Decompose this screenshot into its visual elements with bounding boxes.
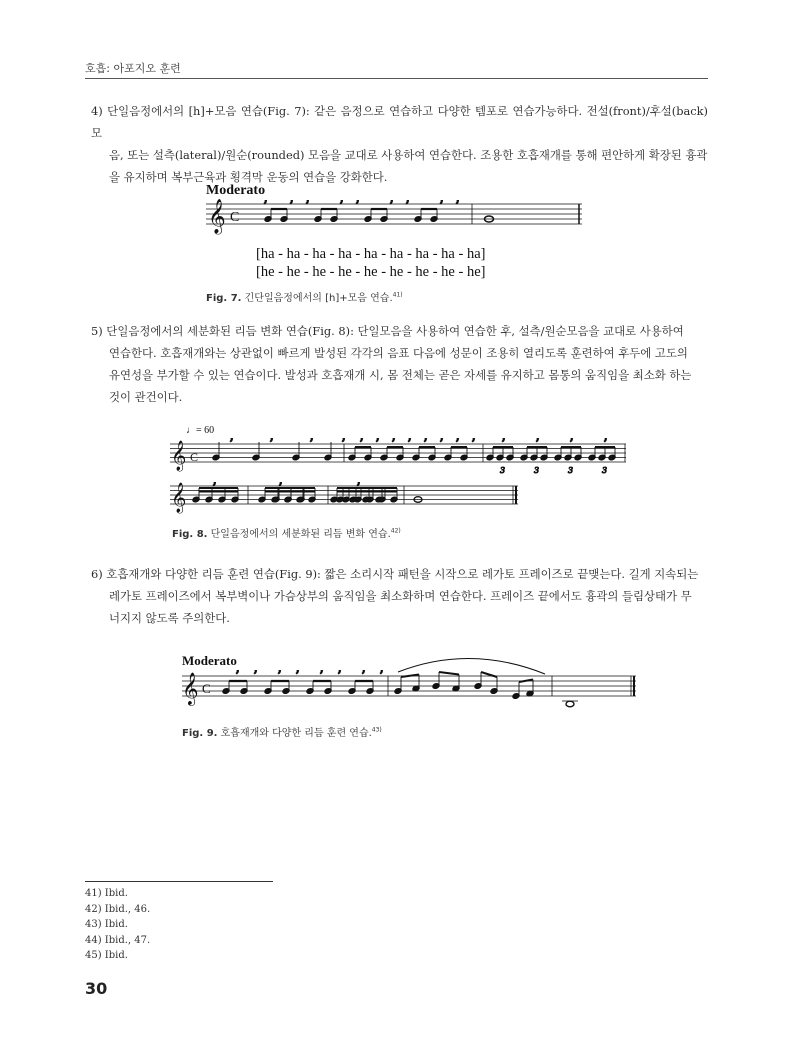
breath-mark-icon: , <box>236 664 240 675</box>
paragraph-5 <box>91 320 708 408</box>
breath-mark-icon: , <box>376 432 380 443</box>
fig8-score <box>168 420 628 520</box>
breath-mark-icon: , <box>264 194 268 205</box>
footnote-45: 45) Ibid. <box>85 950 128 961</box>
para5-line2: 연습한다. 호흡재개와는 상관없이 빠르게 발성된 각각의 음표 다음에 성문이 조용히 열리도록 훈련하여 후두에 고도의 <box>109 346 688 360</box>
breath-mark-icon: , <box>213 476 217 487</box>
breath-mark-icon: , <box>230 432 234 443</box>
para4-line2: 음, 또는 설측(lateral)/원순(rounded) 모음을 교대로 사용하여 연습한다. 조용한 호흡재개를 통해 편안하게 확장된 흉곽 <box>109 148 708 162</box>
paragraph-6 <box>91 563 708 629</box>
breath-mark-icon: , <box>502 432 506 443</box>
breath-mark-icon: , <box>424 432 428 443</box>
breath-mark-icon: , <box>340 194 344 205</box>
breath-mark-icon: , <box>279 476 283 487</box>
triplet-label: 3 <box>500 466 506 475</box>
breath-mark-icon: , <box>456 432 460 443</box>
breath-mark-icon: , <box>270 432 274 443</box>
footnotes <box>85 886 150 964</box>
breath-mark-icon: , <box>306 194 310 205</box>
fig7-caption-ref: 41) <box>392 291 403 299</box>
breath-mark-icon: , <box>290 194 294 205</box>
fig8-caption-text: 단일음정에서의 세분화된 리듬 변화 연습. <box>207 529 391 540</box>
header-rule <box>85 78 708 79</box>
breath-mark-icon: , <box>570 432 574 443</box>
breath-mark-icon: , <box>440 432 444 443</box>
breath-mark-icon: , <box>380 664 384 675</box>
whole-note-icon <box>566 701 574 707</box>
fig8-caption-label: Fig. 8. <box>172 529 208 540</box>
para4-line1: 4) 단일음정에서의 [h]+모음 연습(Fig. 7): 같은 음정으로 연습하고 다양한 템포로 연습가능하다. 전설(front)/후설(back) 모 <box>91 104 708 140</box>
footnote-43: 43) Ibid. <box>85 919 128 930</box>
breath-mark-icon: , <box>472 432 476 443</box>
page-number: 30 <box>85 979 108 998</box>
para6-line2: 레가토 프레이즈에서 복부벽이나 가슴상부의 움직임을 최소화하며 연습한다. 프레이즈 끝에서도 흉곽의 들림상태가 무 <box>109 589 692 603</box>
para5-line4: 것이 관건이다. <box>109 390 183 404</box>
breath-mark-icon: , <box>296 664 300 675</box>
breath-mark-icon: , <box>357 476 361 487</box>
common-time-icon: C <box>202 681 211 696</box>
fig9-caption-label: Fig. 9. <box>182 728 218 739</box>
fig9-caption-ref: 43) <box>371 726 382 734</box>
breath-mark-icon: , <box>320 664 324 675</box>
fig9-tempo: Moderato <box>182 653 237 668</box>
paragraph-4 <box>91 100 708 188</box>
fig8-caption <box>172 525 401 540</box>
breath-mark-icon: , <box>342 432 346 443</box>
breath-mark-icon: , <box>338 664 342 675</box>
para5-line1: 5) 단일음정에서의 세분화된 리듬 변화 연습(Fig. 8): 단일모음을 사용하여 연습한 후, 설측/원순모음을 교대로 사용하여 <box>91 324 684 338</box>
para5-line3: 유연성을 부가할 수 있는 연습이다. 발성과 호흡재개 시, 몸 전체는 곧은 자세를 유지하고 몸통의 움직임을 최소화 하는 <box>109 368 692 382</box>
footnote-rule <box>85 881 273 882</box>
breath-mark-icon: , <box>310 432 314 443</box>
common-time-icon: C <box>230 210 240 225</box>
breath-mark-icon: , <box>536 432 540 443</box>
fig9-caption-text: 호흡재개와 다양한 리듬 훈련 연습. <box>217 728 372 739</box>
breath-mark-icon: , <box>604 432 608 443</box>
footnote-41: 41) Ibid. <box>85 888 128 899</box>
fig7-lyric-1: [ha - ha - ha - ha - ha - ha - ha - ha - ha] <box>256 246 486 262</box>
common-time-icon: C <box>190 450 199 464</box>
fig7-score <box>204 180 594 282</box>
triplet-label: 3 <box>568 466 574 475</box>
para6-line3: 너지지 않도록 주의한다. <box>109 611 230 625</box>
breath-mark-icon: , <box>254 664 258 675</box>
treble-clef-icon: 𝄞 <box>208 199 226 234</box>
breath-mark-icon: , <box>362 664 366 675</box>
triplet-label: 3 <box>534 466 540 475</box>
breath-mark-icon: , <box>406 194 410 205</box>
slur-icon <box>398 658 545 674</box>
para4-line3: 을 유지하며 복부근육과 횡격막 운동의 연습을 강화한다. <box>109 170 388 184</box>
fig7-tempo: Moderato <box>206 183 266 198</box>
treble-clef-icon: 𝄞 <box>171 441 187 471</box>
fig9-score <box>180 652 640 714</box>
fig8-tempo: ♩= 60 <box>186 425 215 436</box>
breath-mark-icon: , <box>456 194 460 205</box>
breath-mark-icon: , <box>390 194 394 205</box>
running-header: 호흡: 아포지오 훈련 <box>85 62 181 75</box>
treble-clef-icon: 𝄞 <box>171 483 187 513</box>
breath-mark-icon: , <box>392 432 396 443</box>
fig9-caption <box>182 724 382 739</box>
figure-8 <box>168 420 628 520</box>
footnote-44: 44) Ibid., 47. <box>85 934 151 946</box>
fig7-caption <box>206 289 403 304</box>
breath-mark-icon: , <box>440 194 444 205</box>
fig7-caption-label: Fig. 7. <box>206 293 242 304</box>
breath-mark-icon: , <box>278 664 282 675</box>
breath-mark-icon: , <box>360 432 364 443</box>
fig8-caption-ref: 42) <box>390 527 401 535</box>
footnote-42: 42) Ibid., 46. <box>85 903 151 915</box>
breath-mark-icon: , <box>408 432 412 443</box>
triplet-label: 3 <box>602 466 608 475</box>
fig7-lyric-2: [he - he - he - he - he - he - he - he - he] <box>256 264 486 280</box>
figure-7 <box>204 180 594 282</box>
figure-9 <box>180 652 640 714</box>
breath-mark-icon: , <box>356 194 360 205</box>
fig7-caption-text: 긴단일음정에서의 [h]+모음 연습. <box>241 293 393 304</box>
treble-clef-icon: 𝄞 <box>182 672 199 705</box>
para6-line1: 6) 호흡재개와 다양한 리듬 훈련 연습(Fig. 9): 짧은 소리시작 패턴을 시작으로 레가토 프레이즈로 끝맺는다. 길게 지속되는 <box>91 567 699 581</box>
